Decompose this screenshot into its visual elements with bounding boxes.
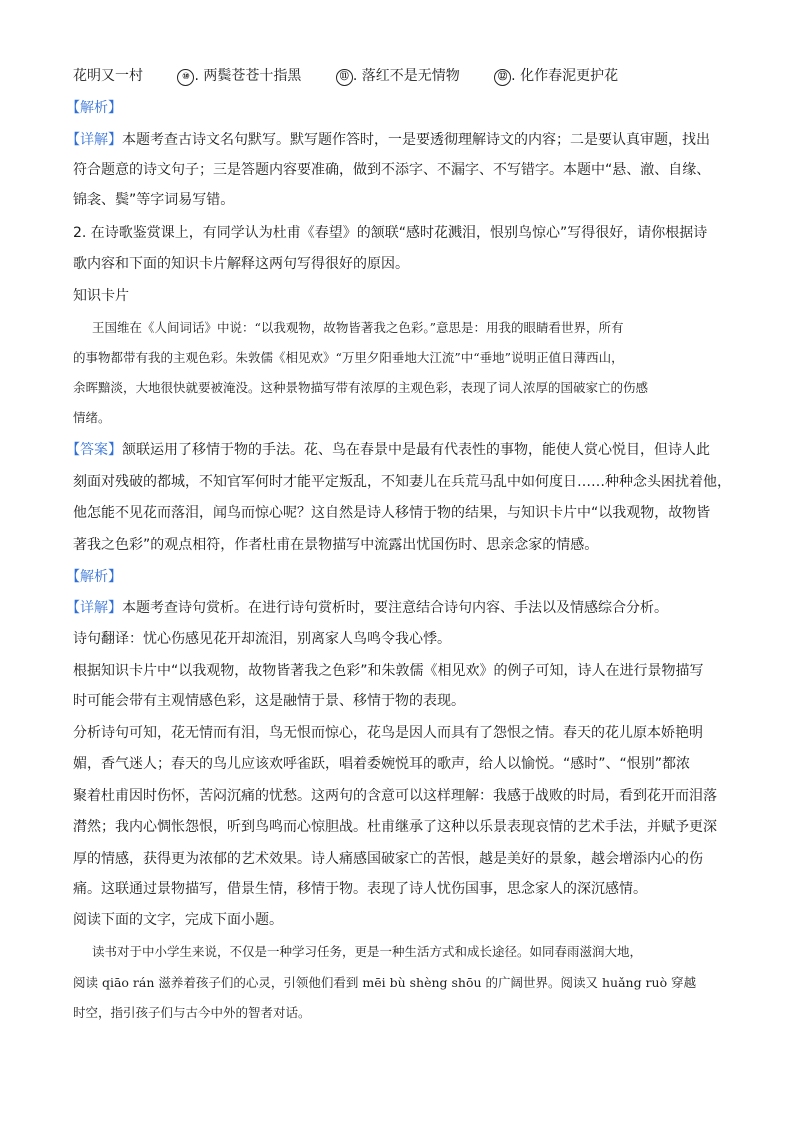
reading-instruction: 阅读下面的文字，完成下面小题。 (73, 912, 283, 928)
jiexi-heading-2: 【解析】 (66, 569, 122, 585)
answers-row (73, 66, 618, 86)
detail2-line-2: 诗句翻译：忧心伤感见花开却流泪，别离家人鸟鸣令我心悸。 (73, 631, 451, 647)
jiexi-heading-1: 【解析】 (66, 100, 122, 116)
knowledge-card-title: 知识卡片 (73, 288, 129, 304)
detail1-line-1 (66, 130, 710, 150)
passage-line-1: 读书对于中小学生来说，不仅是一种学习任务，更是一种生活方式和成长途径。如同春雨滋润大地， (92, 944, 643, 959)
card-line-4: 情绪。 (73, 410, 111, 425)
detail2-line-1 (66, 598, 668, 618)
detail2-line-4: 时可能会带有主观情感色彩，这是融情于景、移情于物的表现。 (73, 693, 465, 709)
detail2-line-7: 聚着杜甫因时伤怀，苦闷沉痛的忧愁。这两句的含意可以这样理解：我感于战败的时局，看到花开而泪落 (73, 788, 717, 804)
card-line-3: 余晖黯淡，大地很快就要被淹没。这种景物描写带有浓厚的主观色彩，表现了词人浓厚的国破家亡的伤感 (73, 380, 649, 395)
detail1-line-3: 锦衾、鬓”等字词易写错。 (73, 192, 235, 208)
passage-line-3: 时空，指引孩子们与古今中外的智者对话。 (73, 1005, 311, 1020)
detail2-text: 本题考查诗句赏析。在进行诗句赏析时，要注意结合诗句内容、手法以及情感综合分析。 (122, 600, 668, 616)
card-line-1: 王国维在《人间词话》中说：“以我观物，故物皆著我之色彩。”意思是：用我的眼睛看世界，所有 (92, 320, 624, 335)
passage-line-2: 阅读 qiāo rán 滋养着孩子们的心灵，引领他们看到 mēi bù shèng shōu 的广阔世界。阅读又 huǎng ruò 穿越 (73, 975, 697, 990)
detail2-line-10: 痛。这联通过景物描写，借景生情，移情于物。表现了诗人忧伤国事，思念家人的深沉感情。 (73, 881, 647, 897)
answer-10: . 两鬓苍苍十指黑 (194, 68, 302, 84)
detail1-line-2: 符合题意的诗文句子；三是答题内容要准确，做到不添字、不漏字、不写错字。本题中“悬、澈、自缘、 (73, 162, 711, 178)
question-2-line-1: 2. 在诗歌鉴赏课上，有同学认为杜甫《春望》的颔联“感时花溅泪，恨别鸟惊心”写得很好，请你根据诗 (73, 225, 708, 241)
detail2-line-5: 分析诗句可知，花无情而有泪，鸟无恨而惊心，花鸟是因人而具有了怨恨之情。春天的花儿原本娇艳明 (73, 725, 703, 741)
question-2-line-2: 歌内容和下面的知识卡片解释这两句写得很好的原因。 (73, 256, 409, 272)
answer-9: 花明又一村 (73, 68, 143, 84)
detail1-text: 本题考查古诗文名句默写。默写题作答时，一是要透彻理解诗文的内容；二是要认真审题，找出 (122, 132, 710, 148)
detail-tag: 【详解】 (66, 132, 122, 148)
detail2-line-9: 厚的情感，获得更为浓郁的艺术效果。诗人痛感国破家亡的苦恨，越是美好的景象，越会增添内心的伤 (73, 851, 703, 867)
answer-11: . 落红不是无情物 (352, 68, 460, 84)
num-10-badge: ⑩ (177, 69, 194, 86)
answer-line-1 (66, 440, 710, 460)
answer-tag: 【答案】 (66, 442, 122, 458)
answer-line-3: 他怎能不见花而落泪，闻鸟而惊心呢？这自然是诗人移情于物的结果，与知识卡片中“以我观物，故物皆 (73, 505, 711, 521)
answer-line-2: 刻面对残破的都城，不知官军何时才能平定叛乱，不知妻儿在兵荒马乱中如何度日……种种念头困扰着他， (73, 474, 731, 490)
card-line-2: 的事物都带有我的主观色彩。朱敦儒《相见欢》“万里夕阳垂地大江流”中“垂地”说明正值日薄西山， (73, 350, 624, 365)
detail2-line-8: 潸然；我内心惆怅怨恨，听到鸟鸣而心惊胆战。杜甫继承了这种以乐景表现哀情的艺术手法，并赋予更深 (73, 819, 717, 835)
answer-12: . 化作春泥更护花 (511, 68, 619, 84)
answer-text: 颔联运用了移情于物的手法。花、鸟在春景中是最有代表性的事物，能使人赏心悦目，但诗人此 (122, 442, 710, 458)
answer-line-4: 著我之色彩”的观点相符，作者杜甫在景物描写中流露出忧国伤时、思亲念家的情感。 (73, 537, 599, 553)
detail2-line-6: 媚，香气迷人；春天的鸟儿应该欢呼雀跃，唱着委婉悦耳的歌声，给人以愉悦。“感时”、“恨别”都浓 (73, 756, 691, 772)
num-11-badge: ⑪ (336, 69, 353, 86)
num-12-badge: ⑫ (494, 69, 511, 86)
detail-tag: 【详解】 (66, 600, 122, 616)
detail2-line-3: 根据知识卡片中“以我观物，故物皆著我之色彩”和朱敦儒《相见欢》的例子可知，诗人在进行景物描写 (73, 663, 704, 679)
